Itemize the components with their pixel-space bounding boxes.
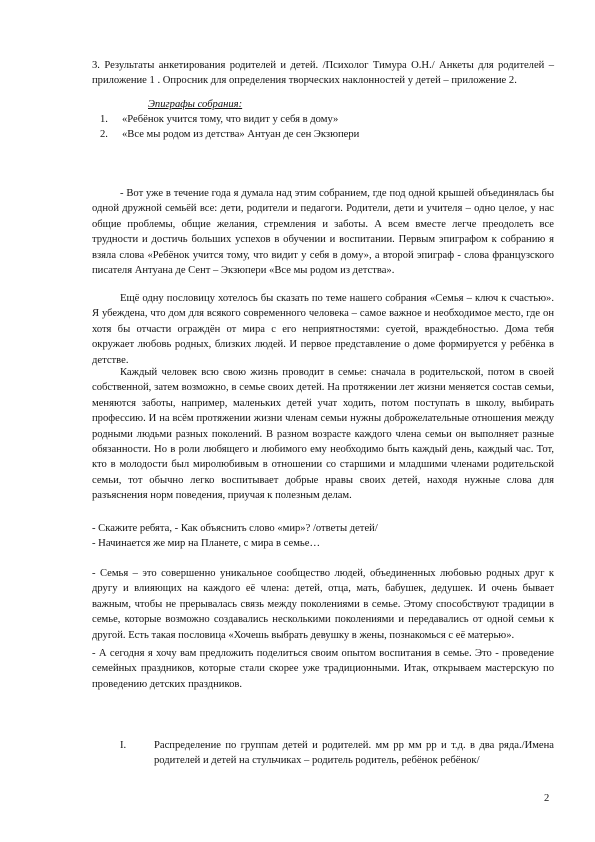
epigraph-text: «Ребёнок учится тому, что видит у себя в дому» (122, 114, 339, 125)
question-line: - Скажите ребята, - Как объяснить слово «мир»? /ответы детей/ (92, 523, 378, 534)
page-number: 2 (544, 793, 550, 804)
results-paragraph: 3. Результаты анкетирования родителей и детей. /Психолог Тимура О.Н./ Анкеты для родителей – приложение 1 . Опросник для определения творческих наклонностей у детей – приложение 2. (92, 60, 554, 87)
section-text: Распределение по группам детей и родителей. мм рр мм рр и т.д. в два ряда./Имена родителей и детей на стульчиках – родитель родитель, ребёнок ребёнок/ (154, 740, 554, 767)
section-I (92, 738, 554, 769)
family-definition-paragraph: - Семья – это совершенно уникальное сообщество людей, объединенных любовью родных друг к другу и влияющих на каждого её члена: детей, отца, мать, бабушек, дедушек. И очень бывает важным, чтобы не прерывалась связь между поколениями в семье. Этому способствуют традиции в семье, которые возможно создавались несколькими поколениями и передавались от одной семьи к другой. Есть такая пословица «Хочешь выбрать девушку в жены, познакомься с её матерью». (92, 568, 554, 641)
proverb-paragraph: Ещё одну пословицу хотелось бы сказать по теме нашего собрания «Семья – ключ к счастью». Я убеждена, что дом для всякого современного человека – самое важное и необходимое место, где он хотя бы отчасти ограждён от мира с его неприятностями: суетой, враждебностью. Дома тебя окружает любовь родных, близких людей. И первое представление о доме формируется у ребёнка в детстве. (92, 293, 554, 366)
section-numeral: I. (120, 740, 127, 751)
family-life-paragraph: Каждый человек всю свою жизнь проводит в семье: сначала в родительской, потом в своей собственной, затем возможно, в семье своих детей. На протяжении лет жизни меняется состав семьи, меняются заботы, например, маленьких детей учат ходить, потом поступать в школу, выбирать профессию. И на всём протяжении жизни членам семьи нужны доброжелательные отношения между родными людьми разных поколений. В разном возрасте каждого члена семьи он выполняет разные обязанности. Но в роли любящего и любимого ему необходимо быть каждый день, каждый час. Тот, кто в молодости был миролюбивым в отношении со старшими и младшими членами родительской семьи, тот обычно легко воспитывает добрые нравы своих детей, находя нужные слова для разъяснения норм поведения, приучая к полезным делам. (92, 367, 554, 502)
epigraphs-list (100, 112, 540, 142)
epigraph-item (100, 127, 540, 142)
peace-line: - Начинается же мир на Планете, с мира в семье… (92, 538, 321, 549)
workshop-paragraph: - А сегодня я хочу вам предложить поделиться своим опытом воспитания в семье. Это - проведение семейных праздников, которые стали скорее уже традиционными. Итак, открываем мастерскую по проведению детских праздников. (92, 648, 554, 690)
epigraph-text: «Все мы родом из детства» Антуан де сен Экзюпери (122, 129, 360, 140)
epigraph-number: 2. (100, 129, 108, 140)
epigraphs-title: Эпиграфы собрания: (148, 99, 243, 110)
intro-paragraph: - Вот уже в течение года я думала над этим собранием, где под одной крышей объединялась бы одной дружной семьёй все: дети, родители и педагоги. Родители, дети и учителя – одно целое, у нас общие проблемы, общие желания, стремления и заботы. А всем вместе легче преодолеть все трудности и достичь больших успехов в обучении и воспитании. Первым эпиграфом к собранию я взяла слова «Ребёнок учится тому, что видит у себя в дому», а второй эпиграф - слова французского писателя Антуана де Сент – Экзюпери «Все мы родом из детства». (92, 188, 554, 277)
epigraph-number: 1. (100, 114, 108, 125)
epigraph-item (100, 112, 540, 127)
